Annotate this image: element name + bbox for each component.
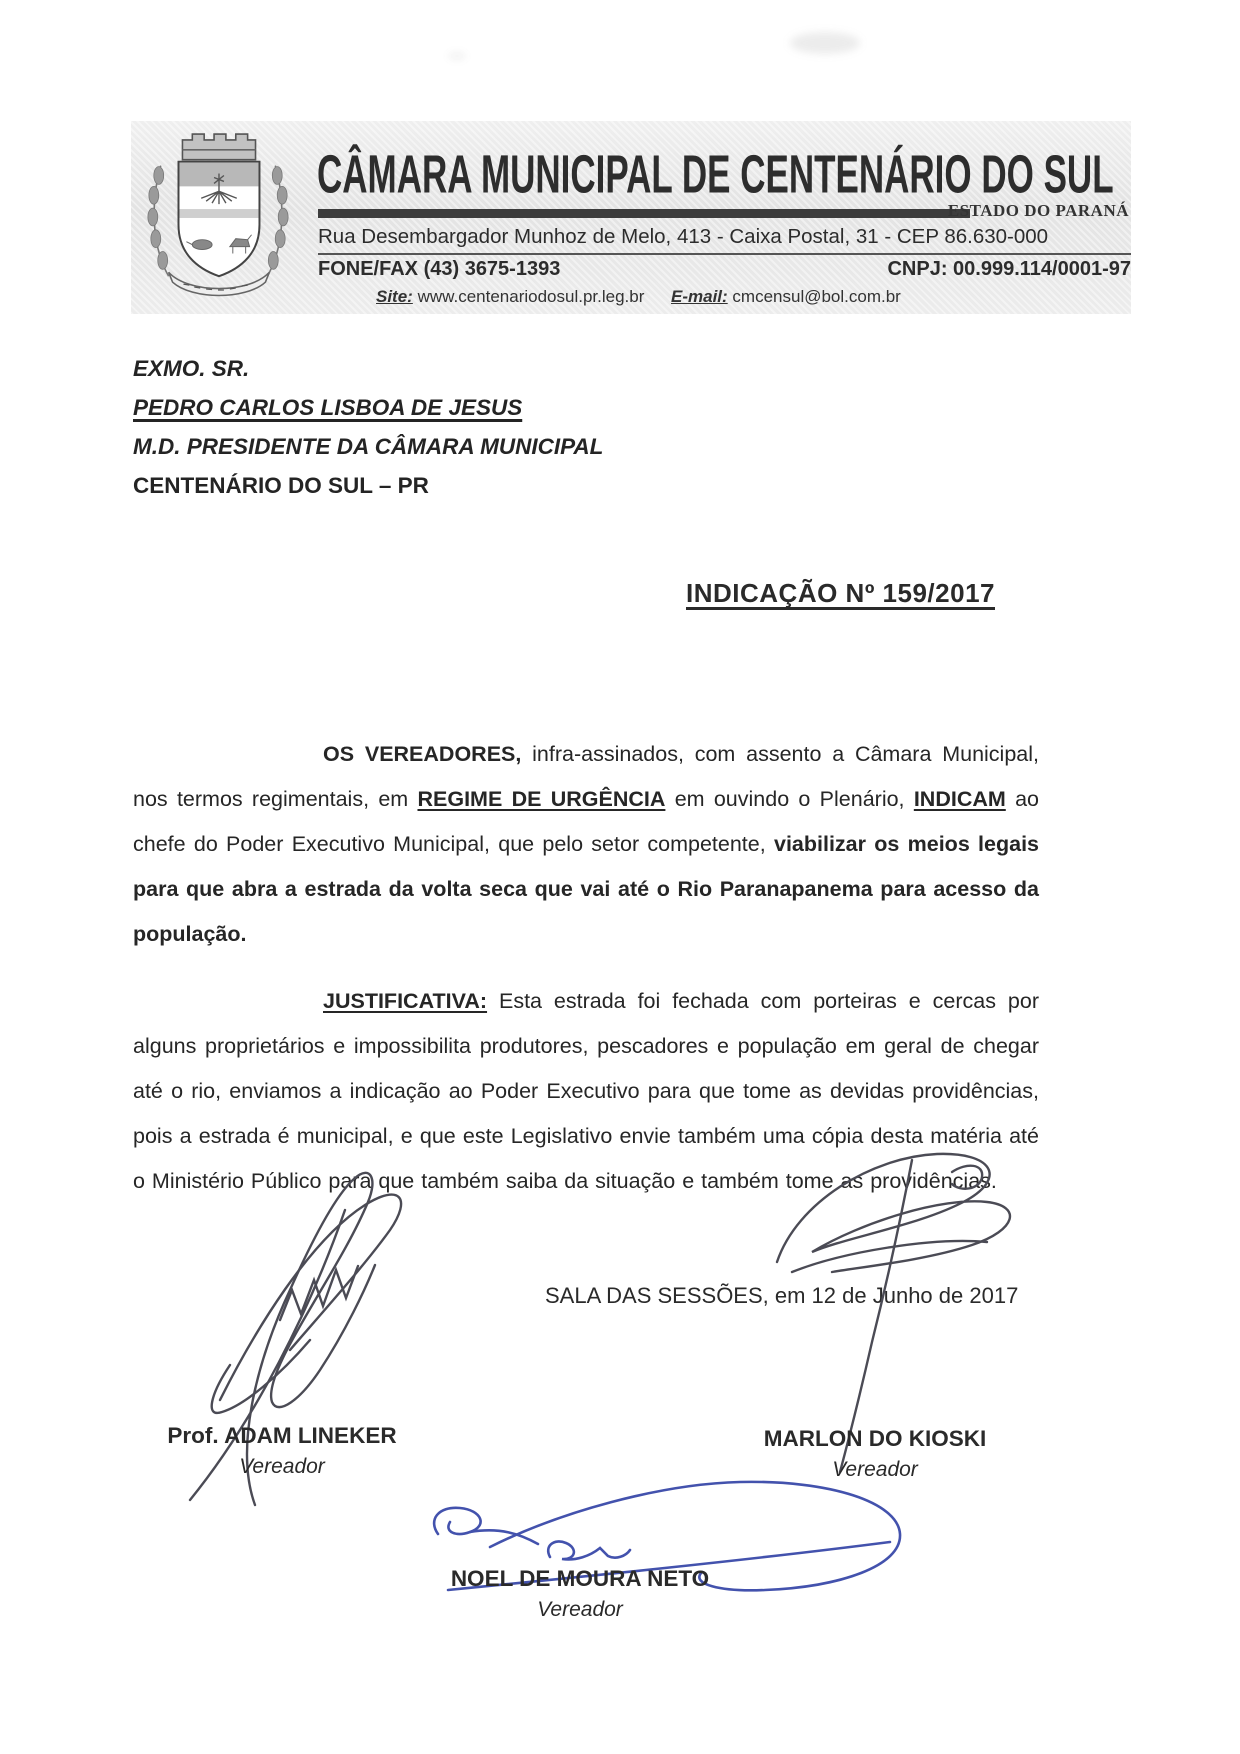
state-label: ESTADO DO PARANÁ (947, 201, 1129, 220)
addressee-title: M.D. PRESIDENTE DA CÂMARA MUNICIPAL (133, 434, 604, 459)
email (671, 287, 901, 307)
signer-block-adam-lineker (142, 1423, 422, 1479)
signer-block-noel-de-moura-neto (440, 1566, 720, 1622)
session-date-line: SALA DAS SESSÕES, em 12 de Junho de 2017 (545, 1283, 1019, 1308)
scan-smudge (790, 32, 860, 54)
address-line: Rua Desembargador Munhoz de Melo, 413 - Caixa Postal, 31 - CEP 86.630-000 (318, 225, 1131, 255)
addressee-block (133, 349, 603, 505)
addressee-salutation: EXMO. SR. (133, 356, 250, 381)
org-name: CÂMARA MUNICIPAL DE CENTENÁRIO DO SUL (317, 144, 1114, 205)
letterhead (131, 121, 1131, 314)
signer-name: NOEL DE MOURA NETO (450, 1566, 710, 1591)
email-label: E-mail: (671, 287, 728, 306)
phone-fax: FONE/FAX (43) 3675-1393 (318, 258, 561, 280)
site-url: www.centenariodosul.pr.leg.br (417, 287, 645, 306)
cnpj: CNPJ: 00.999.114/0001-97 (887, 258, 1131, 280)
scan-smudge (448, 52, 466, 60)
p1-lead: OS VEREADORES, (323, 742, 522, 766)
addressee-name: PEDRO CARLOS LISBOA DE JESUS (133, 395, 523, 420)
header-rule (318, 209, 970, 218)
regime-urgencia: REGIME DE URGÊNCIA (417, 787, 666, 811)
website (376, 287, 644, 307)
site-label: Site: (376, 287, 413, 306)
justificativa-label: JUSTIFICATIVA: (323, 989, 488, 1013)
signer-role: Vereador (537, 1598, 623, 1621)
signer-name: MARLON DO KIOSKI (763, 1426, 987, 1451)
document-title: INDICAÇÃO Nº 159/2017 (686, 578, 995, 608)
addressee-city: CENTENÁRIO DO SUL – PR (133, 473, 429, 498)
signer-name: Prof. ADAM LINEKER (167, 1423, 397, 1448)
paragraph-justification: JUSTIFICATIVA: Esta estrada foi fechada com porteiras e cercas por alguns proprietários e impossibilita produtores, pescadores e população em geral de chegar até o rio, enviamos a indicação ao Poder Executivo para que tome as devidas providências, pois a estrada é municipal, e que este Legislativo envie também uma cópia desta matéria até o Ministério Público para que também saiba da situação e também tome as providências. (133, 989, 1039, 1193)
document-body (133, 732, 1039, 1226)
email-address: cmcensul@bol.com.br (732, 287, 901, 306)
coat-of-arms-icon (139, 126, 297, 304)
signer-role: Vereador (832, 1458, 918, 1481)
signer-role: Vereador (239, 1455, 325, 1478)
p1-request: viabilizar os meios legais para que abra a estrada da volta seca que vai até o Rio Paranapanema para acesso da população. (133, 832, 1039, 946)
indicam: INDICAM (913, 787, 1006, 811)
signer-block-marlon-do-kioski (735, 1426, 1015, 1482)
paragraph-indication: OS VEREADORES, infra-assinados, com assento a Câmara Municipal, nos termos regimentais, em REGIME DE URGÊNCIA em ouvindo o Plenário, INDICAM ao chefe do Poder Executivo Municipal, que pelo setor competente, viabilizar os meios legais para que abra a estrada da volta seca que vai até o Rio Paranapanema para acesso da população. (133, 742, 1039, 946)
